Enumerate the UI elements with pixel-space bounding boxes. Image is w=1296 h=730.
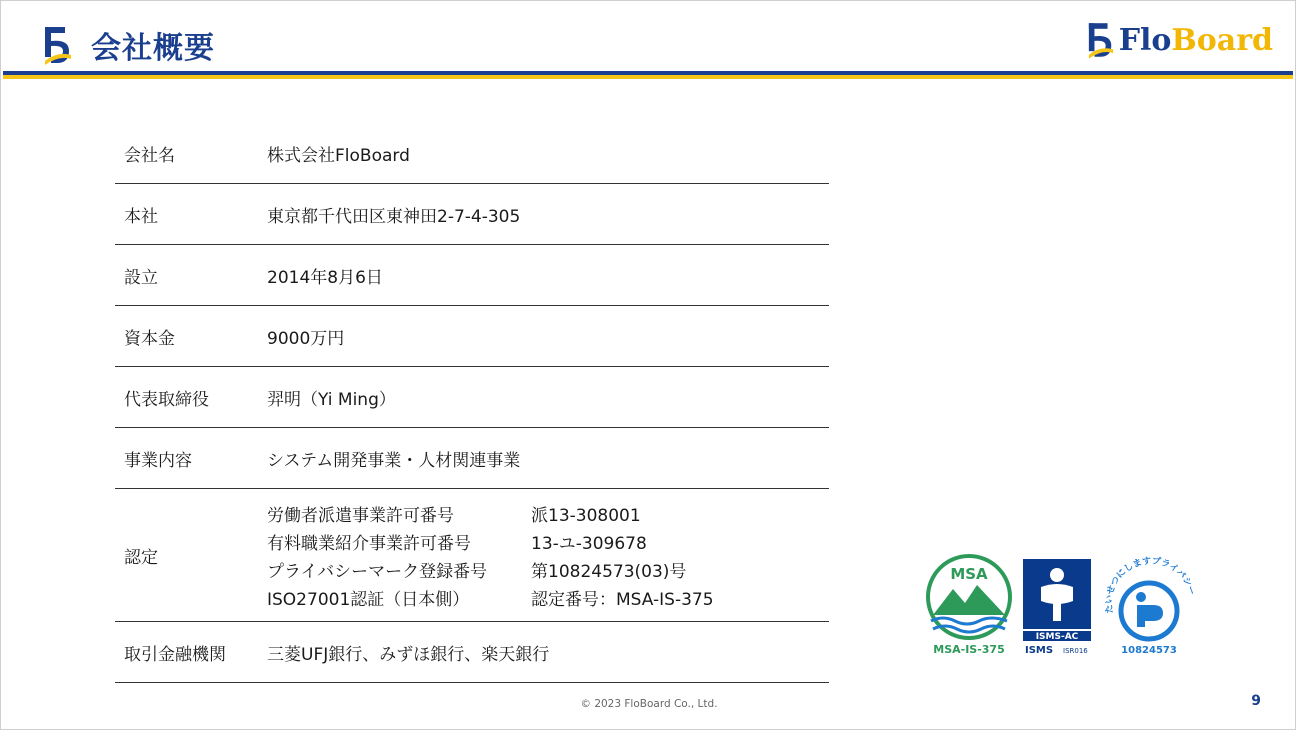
footer-copyright: © 2023 FloBoard Co., Ltd.	[580, 698, 718, 710]
privacy-mark-number: 10824573	[1121, 645, 1177, 656]
isms-badge-line3: ISR016	[1063, 647, 1088, 655]
page-number: 9	[1251, 693, 1261, 709]
cert-number: 認定番号：MSA-IS-375	[531, 589, 714, 610]
cert-number: 13-ユ-309678	[531, 533, 647, 554]
isms-badge-line1: ISMS-AC	[1035, 632, 1079, 642]
row-label: 認定	[124, 547, 158, 568]
cert-number: 派13-308001	[531, 505, 641, 526]
msa-badge-icon	[923, 553, 1015, 657]
cert-name: ISO27001認証（日本側）	[267, 589, 470, 610]
row-label: 本社	[124, 206, 158, 227]
row-value: 三菱UFJ銀行、みずほ銀行、楽天銀行	[267, 644, 550, 665]
msa-badge-top: MSA	[950, 565, 988, 583]
cert-item	[267, 527, 829, 555]
row-label: 取引金融機関	[124, 644, 226, 665]
header-rule-yellow	[3, 75, 1293, 79]
certification-badges	[923, 553, 1203, 663]
row-value: 株式会社FloBoard	[267, 145, 410, 166]
logo-text-board: Board	[1171, 22, 1273, 58]
privacy-mark-icon	[1103, 553, 1199, 657]
table-row	[115, 306, 829, 367]
table-row-certifications	[115, 489, 829, 622]
cert-item	[267, 555, 829, 583]
cert-item	[267, 499, 829, 527]
company-info-table	[115, 123, 829, 683]
cert-name: プライバシーマーク登録番号	[267, 561, 488, 582]
table-row	[115, 184, 829, 245]
row-value: システム開発事業・人材関連事業	[267, 450, 521, 471]
floboard-logo	[1087, 21, 1273, 59]
row-label: 代表取締役	[124, 389, 209, 410]
table-row	[115, 367, 829, 428]
msa-badge-number: MSA-IS-375	[933, 643, 1005, 656]
cert-item	[267, 583, 829, 611]
cert-number: 第10824573(03)号	[531, 561, 687, 582]
row-value: 東京都千代田区東神田2-7-4-305	[267, 206, 521, 227]
isms-ac-badge-icon	[1021, 557, 1093, 657]
logo-text-flo: Flo	[1118, 22, 1172, 58]
privacy-mark-arc-text: たいせつにしますプライバシー	[1104, 556, 1197, 615]
cert-name: 労働者派遣事業許可番号	[267, 505, 454, 526]
row-value: 9000万円	[267, 328, 345, 349]
cert-list	[267, 499, 829, 611]
row-label: 資本金	[124, 328, 175, 349]
isms-badge-line2: ISMS	[1025, 645, 1054, 656]
logo-wordmark	[1119, 23, 1273, 58]
table-row	[115, 428, 829, 489]
floboard-mark-icon	[43, 25, 73, 65]
header	[43, 23, 215, 67]
table-row	[115, 622, 829, 683]
cert-name: 有料職業紹介事業許可番号	[267, 533, 471, 554]
floboard-logo-icon	[1087, 21, 1115, 59]
row-label: 設立	[124, 267, 158, 288]
row-value: 羿明（Yi Ming）	[267, 389, 396, 410]
row-value: 2014年8月6日	[267, 267, 383, 288]
row-label: 会社名	[124, 145, 175, 166]
page-title: 会社概要	[91, 31, 215, 66]
table-row	[115, 123, 829, 184]
table-row	[115, 245, 829, 306]
row-label: 事業内容	[124, 450, 192, 471]
